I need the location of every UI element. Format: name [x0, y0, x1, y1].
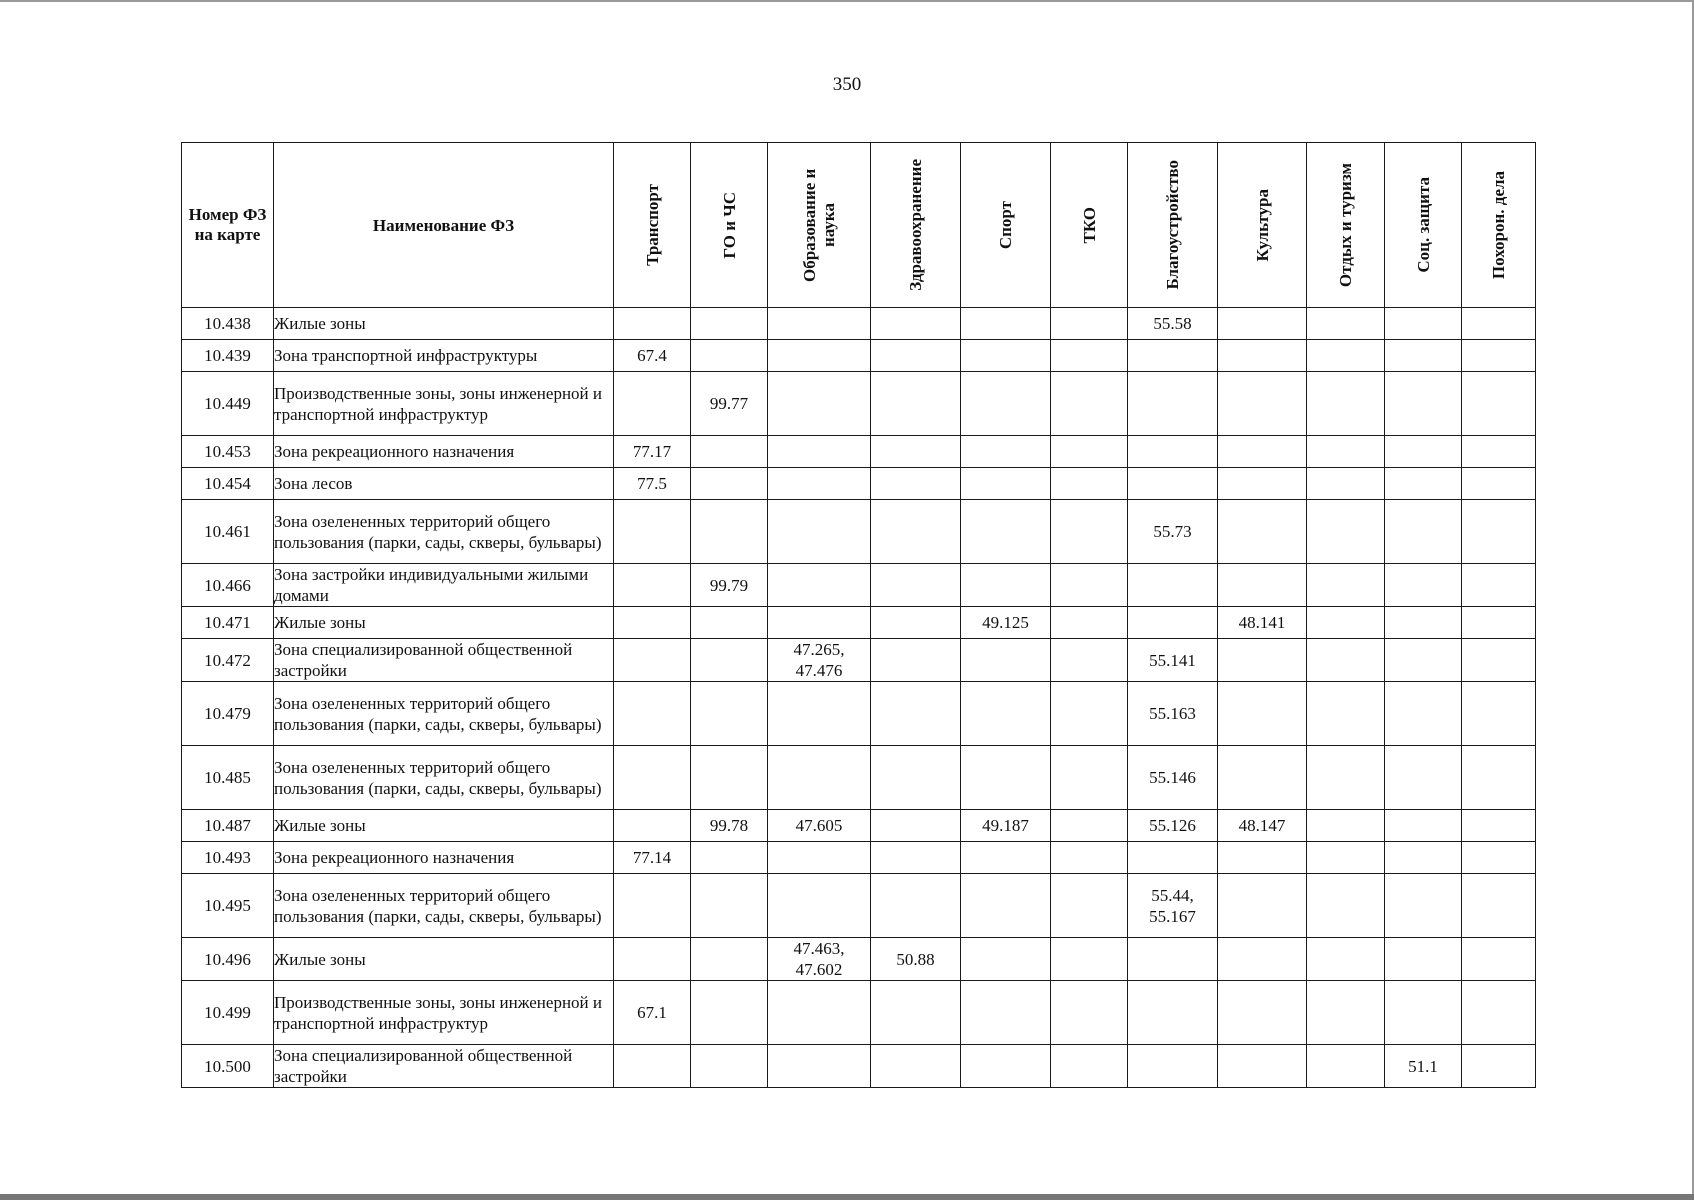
category-value-cell: [1385, 308, 1462, 340]
zone-name-cell: Зона лесов: [274, 468, 614, 500]
category-value-cell: [1385, 564, 1462, 607]
category-value-cell: [614, 639, 691, 682]
category-value-cell: [961, 340, 1051, 372]
category-value-cell: [1128, 564, 1218, 607]
header-category-label: Спорт: [996, 200, 1015, 250]
category-value-cell: [1218, 372, 1307, 436]
category-value-cell: [1307, 607, 1385, 639]
table-row: [182, 436, 1536, 468]
header-category: [1218, 143, 1307, 308]
zone-name-cell: Зона специализированной общественной застройки: [274, 639, 614, 682]
header-category: [614, 143, 691, 308]
category-value-cell: [1051, 1045, 1128, 1088]
category-value-cell: [1218, 842, 1307, 874]
header-category: [768, 143, 871, 308]
zone-name-cell: Зона рекреационного назначения: [274, 436, 614, 468]
category-value-cell: [768, 500, 871, 564]
category-value-cell: 49.125: [961, 607, 1051, 639]
header-category-label: Образование и наука: [800, 168, 838, 282]
zone-name-cell: Производственные зоны, зоны инженерной и транспортной инфраструктур: [274, 372, 614, 436]
header-category-label: Благоустройство: [1163, 160, 1182, 290]
category-value-cell: [1462, 810, 1536, 842]
category-value-cell: [961, 500, 1051, 564]
zone-name-cell: Зона озелененных территорий общего пользования (парки, сады, скверы, бульвары): [274, 682, 614, 746]
category-value-cell: [961, 372, 1051, 436]
category-value-cell: 55.146: [1128, 746, 1218, 810]
category-value-cell: [1128, 981, 1218, 1045]
table-row: [182, 639, 1536, 682]
category-value-cell: [768, 842, 871, 874]
category-value-cell: [1128, 938, 1218, 981]
zones-table: [181, 142, 1536, 1088]
category-value-cell: 99.78: [691, 810, 768, 842]
category-value-cell: [1385, 874, 1462, 938]
category-value-cell: [1385, 468, 1462, 500]
zone-number-cell: 10.438: [182, 308, 274, 340]
category-value-cell: [1385, 842, 1462, 874]
category-value-cell: [1218, 746, 1307, 810]
category-value-cell: [768, 468, 871, 500]
category-value-cell: [1218, 436, 1307, 468]
category-value-cell: [871, 874, 961, 938]
zone-number-cell: 10.487: [182, 810, 274, 842]
header-category: [1462, 143, 1536, 308]
category-value-cell: [1051, 500, 1128, 564]
scan-edge-bottom: [0, 1194, 1694, 1200]
category-value-cell: [614, 1045, 691, 1088]
table-row: [182, 938, 1536, 981]
category-value-cell: [1307, 436, 1385, 468]
category-value-cell: [961, 308, 1051, 340]
category-value-cell: [1462, 308, 1536, 340]
page-number: 350: [832, 74, 862, 95]
category-value-cell: [1128, 340, 1218, 372]
zone-number-cell: 10.453: [182, 436, 274, 468]
category-value-cell: [691, 981, 768, 1045]
category-value-cell: [1128, 842, 1218, 874]
category-value-cell: [1307, 564, 1385, 607]
zone-number-cell: 10.493: [182, 842, 274, 874]
header-category: [1128, 143, 1218, 308]
category-value-cell: [871, 564, 961, 607]
category-value-cell: [961, 1045, 1051, 1088]
category-value-cell: 99.79: [691, 564, 768, 607]
category-value-cell: [961, 639, 1051, 682]
category-value-cell: [691, 308, 768, 340]
header-category-label: Отдых и туризм: [1336, 162, 1355, 288]
category-value-cell: [1462, 682, 1536, 746]
category-value-cell: 55.73: [1128, 500, 1218, 564]
category-value-cell: [1385, 682, 1462, 746]
zone-number-cell: 10.499: [182, 981, 274, 1045]
zone-name-cell: Зона озелененных территорий общего пользования (парки, сады, скверы, бульвары): [274, 500, 614, 564]
table-row: [182, 682, 1536, 746]
category-value-cell: [1218, 308, 1307, 340]
category-value-cell: [1462, 500, 1536, 564]
header-number: Номер ФЗ на карте: [182, 143, 274, 308]
category-value-cell: [871, 500, 961, 564]
category-value-cell: [1385, 981, 1462, 1045]
category-value-cell: [691, 874, 768, 938]
zone-number-cell: 10.500: [182, 1045, 274, 1088]
category-value-cell: [1218, 874, 1307, 938]
category-value-cell: 55.141: [1128, 639, 1218, 682]
header-category-label: Здравоохранение: [906, 159, 925, 291]
table-row: [182, 500, 1536, 564]
category-value-cell: [1462, 1045, 1536, 1088]
category-value-cell: 47.605: [768, 810, 871, 842]
category-value-cell: [961, 564, 1051, 607]
zone-number-cell: 10.454: [182, 468, 274, 500]
category-value-cell: 77.5: [614, 468, 691, 500]
category-value-cell: [871, 372, 961, 436]
category-value-cell: [768, 682, 871, 746]
category-value-cell: [691, 607, 768, 639]
category-value-cell: [691, 500, 768, 564]
category-value-cell: [614, 682, 691, 746]
category-value-cell: [871, 682, 961, 746]
category-value-cell: [1051, 746, 1128, 810]
category-value-cell: [961, 874, 1051, 938]
category-value-cell: [768, 981, 871, 1045]
category-value-cell: [1385, 436, 1462, 468]
category-value-cell: [691, 1045, 768, 1088]
category-value-cell: [614, 607, 691, 639]
category-value-cell: [1462, 938, 1536, 981]
category-value-cell: [871, 436, 961, 468]
zone-name-cell: Зона транспортной инфраструктуры: [274, 340, 614, 372]
table-row: [182, 607, 1536, 639]
header-category-label: Соц. защита: [1413, 177, 1433, 273]
category-value-cell: [1462, 340, 1536, 372]
category-value-cell: [614, 372, 691, 436]
category-value-cell: 55.126: [1128, 810, 1218, 842]
category-value-cell: [1051, 682, 1128, 746]
category-value-cell: [1385, 500, 1462, 564]
header-row: [182, 143, 1536, 308]
scan-edge-top: [0, 0, 1694, 2]
category-value-cell: [1462, 468, 1536, 500]
category-value-cell: [871, 340, 961, 372]
category-value-cell: [691, 340, 768, 372]
value-part: 55.167: [1149, 906, 1196, 926]
zone-number-cell: 10.466: [182, 564, 274, 607]
category-value-cell: 50.88: [871, 938, 961, 981]
category-value-cell: [768, 938, 871, 981]
category-value-cell: [1307, 682, 1385, 746]
category-value-cell: [961, 981, 1051, 1045]
category-value-cell: [691, 938, 768, 981]
category-value-cell: [1051, 564, 1128, 607]
value-part: 47.265,: [793, 640, 845, 659]
table-header: [182, 143, 1536, 308]
table-row: [182, 746, 1536, 810]
zone-name-cell: Зона специализированной общественной застройки: [274, 1045, 614, 1088]
category-value-cell: [1051, 436, 1128, 468]
category-value-cell: [768, 340, 871, 372]
category-value-cell: [1307, 372, 1385, 436]
header-category: [961, 143, 1051, 308]
category-value-cell: [1218, 468, 1307, 500]
category-value-cell: [1462, 842, 1536, 874]
category-value-cell: [1385, 938, 1462, 981]
zone-name-cell: Жилые зоны: [274, 938, 614, 981]
category-value-cell: [1307, 500, 1385, 564]
table-row: [182, 372, 1536, 436]
category-value-cell: [1128, 1045, 1218, 1088]
category-value-cell: [1051, 372, 1128, 436]
category-value-cell: [1385, 340, 1462, 372]
category-value-cell: 67.1: [614, 981, 691, 1045]
category-value-cell: [614, 810, 691, 842]
category-value-cell: [1128, 468, 1218, 500]
category-value-cell: [1307, 938, 1385, 981]
table-row: [182, 810, 1536, 842]
category-value-cell: [768, 639, 871, 682]
category-value-cell: [1218, 938, 1307, 981]
category-value-cell: [961, 468, 1051, 500]
header-category-label: Транспорт: [642, 184, 662, 266]
category-value-cell: [1462, 874, 1536, 938]
header-category: [1307, 143, 1385, 308]
category-value-cell: [1462, 639, 1536, 682]
zone-name-cell: Жилые зоны: [274, 308, 614, 340]
zone-number-cell: 10.439: [182, 340, 274, 372]
category-value-cell: [691, 639, 768, 682]
zone-number-cell: 10.449: [182, 372, 274, 436]
table-row: [182, 1045, 1536, 1088]
category-value-cell: [1051, 607, 1128, 639]
zone-number-cell: 10.485: [182, 746, 274, 810]
category-value-cell: 51.1: [1385, 1045, 1462, 1088]
category-value-cell: [871, 308, 961, 340]
header-category-label: ТКО: [1079, 206, 1099, 244]
category-value-cell: [871, 1045, 961, 1088]
category-value-cell: [1307, 981, 1385, 1045]
category-value-cell: [768, 564, 871, 607]
value-part: 47.463,: [793, 939, 845, 958]
category-value-cell: [1051, 639, 1128, 682]
zone-name-cell: Зона озелененных территорий общего пользования (парки, сады, скверы, бульвары): [274, 874, 614, 938]
category-value-cell: [614, 938, 691, 981]
category-value-cell: [1051, 810, 1128, 842]
category-value-cell: [1218, 1045, 1307, 1088]
category-value-cell: [961, 842, 1051, 874]
value-part: 47.476: [795, 661, 843, 680]
table-row: [182, 874, 1536, 938]
category-value-cell: [1128, 372, 1218, 436]
table-row: [182, 564, 1536, 607]
table-row: [182, 308, 1536, 340]
header-category-label: Похорон. дела: [1489, 170, 1508, 280]
category-value-cell: [1307, 746, 1385, 810]
table-row: [182, 981, 1536, 1045]
table-row: [182, 468, 1536, 500]
zone-number-cell: 10.495: [182, 874, 274, 938]
category-value-cell: [961, 938, 1051, 981]
zone-name-cell: Производственные зоны, зоны инженерной и транспортной инфраструктур: [274, 981, 614, 1045]
category-value-cell: [1218, 340, 1307, 372]
category-value-cell: [1307, 1045, 1385, 1088]
category-value-cell: [691, 682, 768, 746]
category-value-cell: [614, 500, 691, 564]
header-category: [1385, 143, 1462, 308]
category-value-cell: [1385, 372, 1462, 436]
category-value-cell: [1307, 842, 1385, 874]
zone-name-cell: Зона рекреационного назначения: [274, 842, 614, 874]
category-value-cell: [1307, 810, 1385, 842]
header-category-label: ГО и ЧС: [719, 191, 739, 259]
header-name: Наименование ФЗ: [274, 143, 614, 308]
category-value-cell: [1051, 308, 1128, 340]
category-value-cell: [768, 436, 871, 468]
category-value-cell: [871, 981, 961, 1045]
category-value-cell: [768, 308, 871, 340]
value-part: 55.44,: [1151, 885, 1194, 905]
category-value-cell: [1128, 436, 1218, 468]
table-row: [182, 842, 1536, 874]
category-value-cell: [961, 746, 1051, 810]
category-value-cell: [768, 746, 871, 810]
zone-number-cell: 10.461: [182, 500, 274, 564]
header-category: [691, 143, 768, 308]
category-value-cell: [1218, 682, 1307, 746]
header-category: [1051, 143, 1128, 308]
category-value-cell: [871, 842, 961, 874]
category-value-cell: [1385, 810, 1462, 842]
zone-name-cell: Зона озелененных территорий общего пользования (парки, сады, скверы, бульвары): [274, 746, 614, 810]
category-value-cell: [1218, 500, 1307, 564]
category-value-cell: [1051, 340, 1128, 372]
category-value-cell: [1462, 981, 1536, 1045]
category-value-cell: [1218, 564, 1307, 607]
category-value-cell: [691, 746, 768, 810]
category-value-cell: 55.163: [1128, 682, 1218, 746]
category-value-cell: [768, 874, 871, 938]
zone-name-cell: Жилые зоны: [274, 810, 614, 842]
category-value-cell: [1307, 639, 1385, 682]
category-value-cell: 77.14: [614, 842, 691, 874]
category-value-cell: [768, 372, 871, 436]
category-value-cell: [871, 468, 961, 500]
zone-name-cell: Зона застройки индивидуальными жилыми домами: [274, 564, 614, 607]
category-value-cell: [614, 874, 691, 938]
category-value-cell: [871, 810, 961, 842]
category-value-cell: [768, 1045, 871, 1088]
category-value-cell: [871, 639, 961, 682]
category-value-cell: [1462, 372, 1536, 436]
category-value-cell: [691, 842, 768, 874]
category-value-cell: [1051, 981, 1128, 1045]
category-value-cell: [1385, 746, 1462, 810]
table-body: [182, 308, 1536, 1088]
category-value-cell: [1128, 607, 1218, 639]
table-row: [182, 340, 1536, 372]
zone-name-cell: Жилые зоны: [274, 607, 614, 639]
category-value-cell: [961, 436, 1051, 468]
zone-number-cell: 10.472: [182, 639, 274, 682]
category-value-cell: [1385, 607, 1462, 639]
category-value-cell: 77.17: [614, 436, 691, 468]
category-value-cell: [1128, 874, 1218, 938]
category-value-cell: [1307, 874, 1385, 938]
category-value-cell: [1051, 468, 1128, 500]
zone-number-cell: 10.471: [182, 607, 274, 639]
category-value-cell: [871, 607, 961, 639]
category-value-cell: [1462, 564, 1536, 607]
category-value-cell: [614, 564, 691, 607]
header-category: [871, 143, 961, 308]
category-value-cell: [1051, 842, 1128, 874]
category-value-cell: [1307, 308, 1385, 340]
category-value-cell: [1462, 746, 1536, 810]
category-value-cell: 99.77: [691, 372, 768, 436]
category-value-cell: [691, 436, 768, 468]
category-value-cell: [1218, 981, 1307, 1045]
header-category-label: Культура: [1252, 188, 1272, 262]
category-value-cell: [1307, 468, 1385, 500]
category-value-cell: [614, 746, 691, 810]
category-value-cell: [1462, 607, 1536, 639]
category-value-cell: [1051, 938, 1128, 981]
category-value-cell: [1462, 436, 1536, 468]
category-value-cell: [768, 607, 871, 639]
category-value-cell: 48.147: [1218, 810, 1307, 842]
category-value-cell: 67.4: [614, 340, 691, 372]
category-value-cell: [961, 682, 1051, 746]
zone-number-cell: 10.496: [182, 938, 274, 981]
category-value-cell: [1307, 340, 1385, 372]
category-value-cell: [1051, 874, 1128, 938]
category-value-cell: [1385, 639, 1462, 682]
category-value-cell: 49.187: [961, 810, 1051, 842]
category-value-cell: 55.58: [1128, 308, 1218, 340]
category-value-cell: [1218, 639, 1307, 682]
zone-number-cell: 10.479: [182, 682, 274, 746]
category-value-cell: [614, 308, 691, 340]
category-value-cell: [691, 468, 768, 500]
category-value-cell: [871, 746, 961, 810]
category-value-cell: 48.141: [1218, 607, 1307, 639]
value-part: 47.602: [795, 960, 843, 979]
